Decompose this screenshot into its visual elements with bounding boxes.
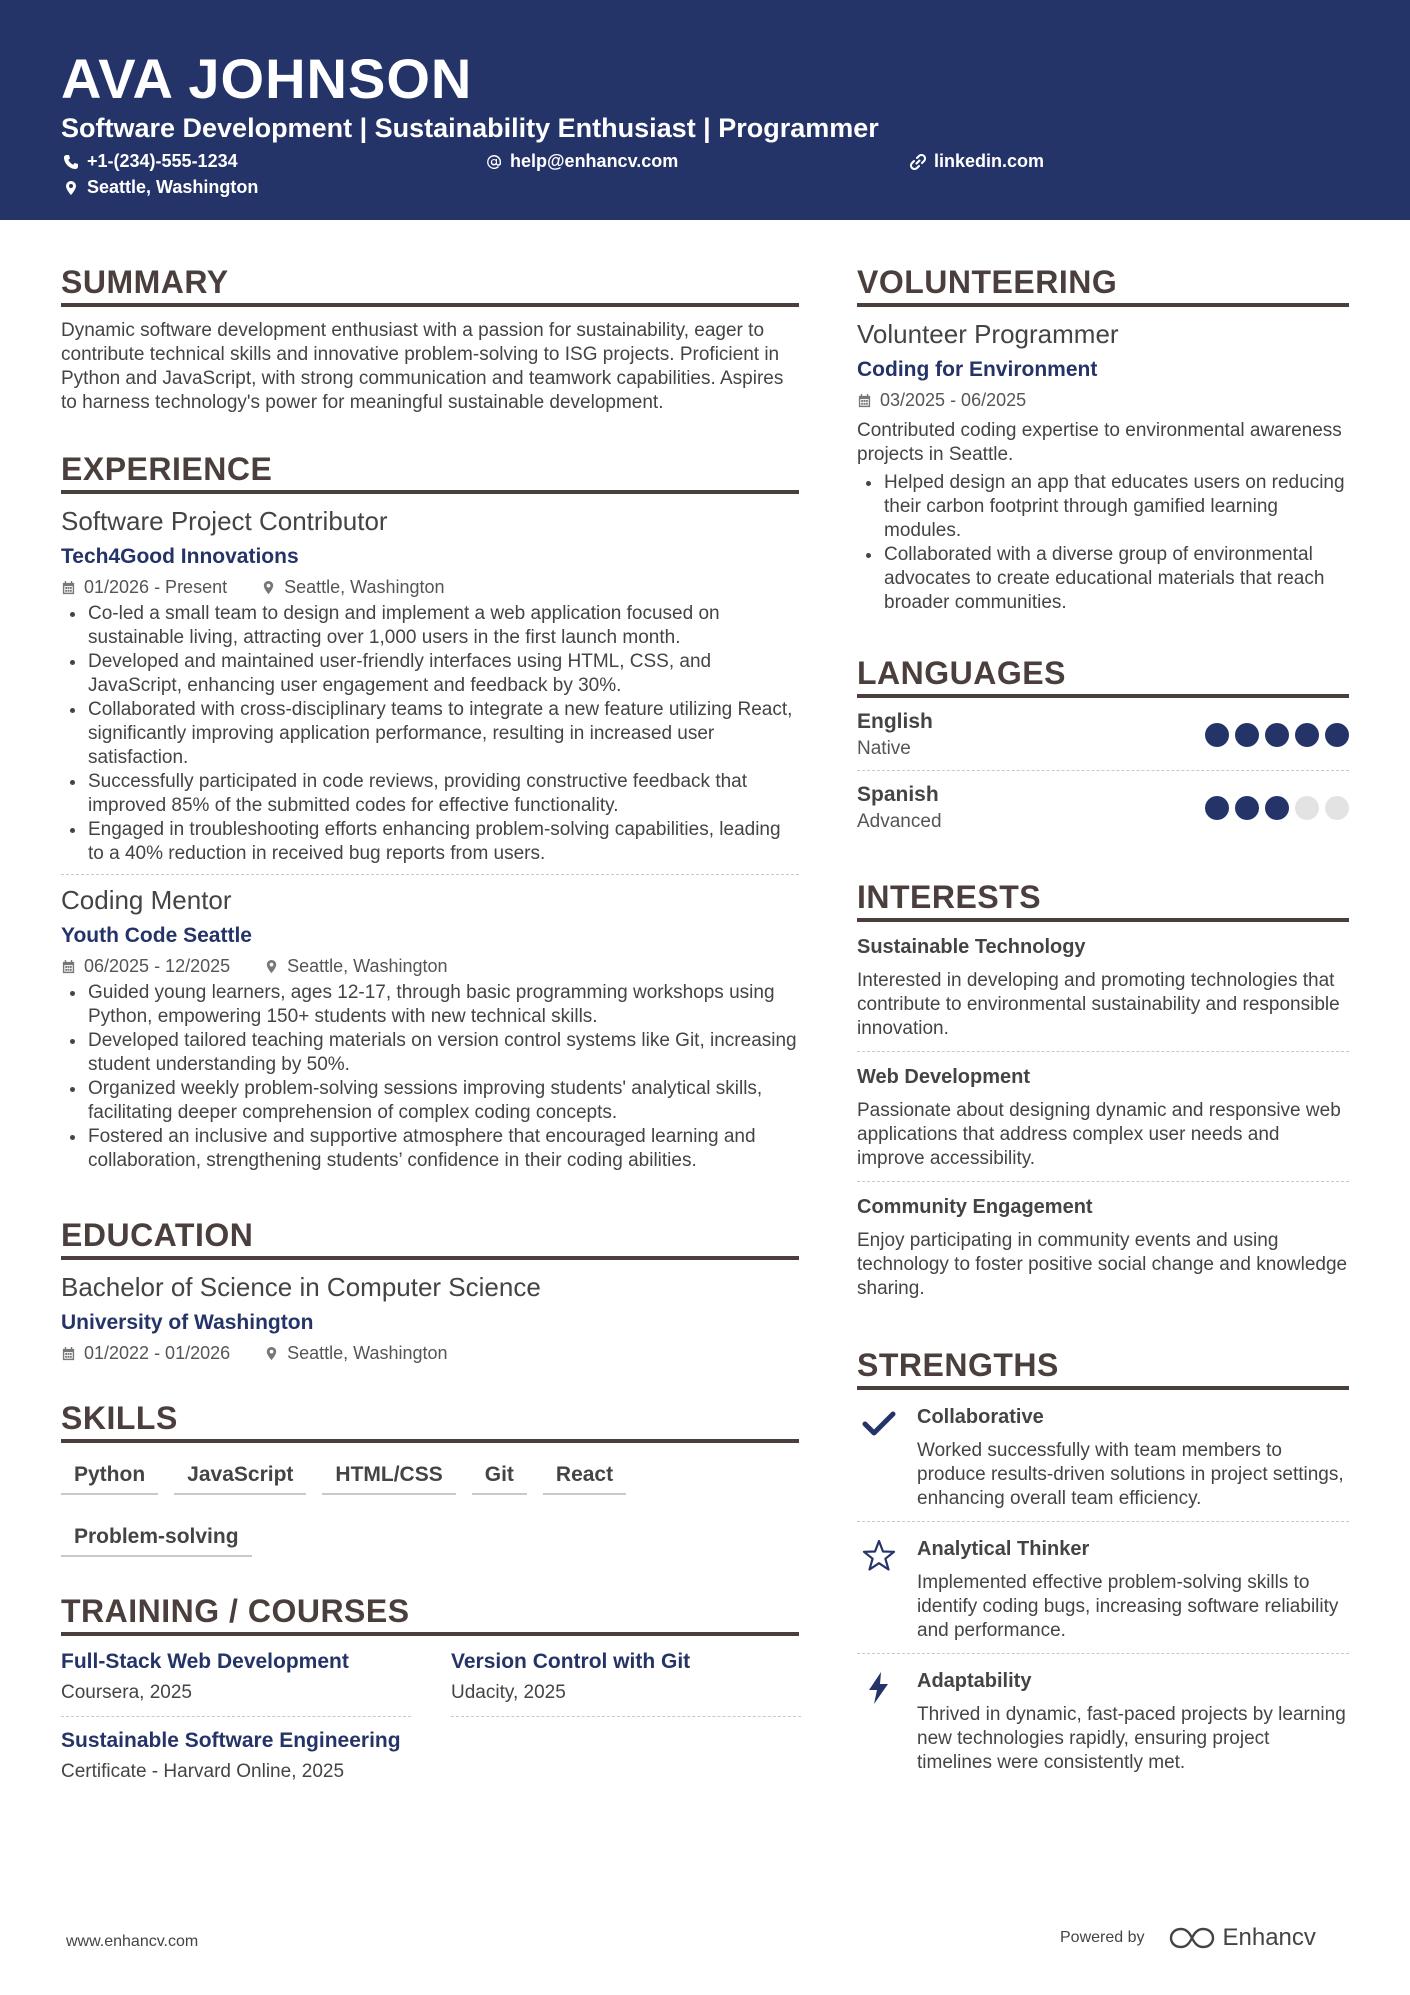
interest-title: Community Engagement [857,1196,1093,1218]
job-dates [61,577,227,598]
course-title: Version Control with Git [451,1650,691,1673]
volunteer-role: Volunteer Programmer [857,319,1119,349]
rating-dot [1235,723,1259,747]
section-title: STRENGTHS [857,1347,1349,1390]
job-meta [61,577,799,598]
language-name: English [857,710,933,733]
dates-text: 06/2025 - 12/2025 [84,956,231,976]
resume-header [0,0,1410,220]
course-item [451,1650,801,1717]
language-item [857,770,1349,843]
bullet-item: Co-led a small team to design and implement a web application focused on sustainable living, attracting over 1,000 users in the first launch month. [61,602,799,650]
course-title: Full-Stack Web Development [61,1650,349,1673]
bullet-item: Engaged in troubleshooting efforts enhancing problem-solving capabilities, leading to a 40% reduction in received bug reports from users. [61,818,799,866]
language-level: Advanced [857,811,942,832]
calendar-icon [61,959,76,974]
strength-description: Implemented effective problem-solving skills to identify coding bugs, increasing software reliability and performance. [917,1572,1339,1641]
location-pin-icon [264,1346,279,1361]
left-column [61,264,799,1843]
volunteer-description: Contributed coding expertise to environmental awareness projects in Seattle. [857,420,1342,465]
job-bullets [61,981,799,1173]
location-pin-icon [261,580,276,595]
language-rating [1205,796,1349,820]
company-name: Youth Code Seattle [61,924,252,947]
volunteer-meta [857,390,1349,411]
volunteering-section [857,264,1349,615]
at-icon [486,154,502,170]
skill-tag: React [543,1463,626,1495]
star-icon [861,1538,897,1574]
education-dates [61,1343,230,1364]
experience-entry [61,874,799,1181]
course-provider: Udacity, 2025 [451,1682,566,1703]
skill-tag: Git [472,1463,527,1495]
rating-dot [1205,796,1229,820]
skills-section [61,1400,799,1575]
link-icon [910,154,926,170]
right-column [857,264,1349,1821]
section-title: SUMMARY [61,264,799,307]
interest-description: Enjoy participating in community events and using technology to foster positive social change and knowledge sharing. [857,1230,1348,1299]
bullet-item: Successfully participated in code reviews, providing constructive feedback that improved 85% of the submitted codes for effective functionality. [61,770,799,818]
skill-tag: Python [61,1463,158,1495]
interest-title: Sustainable Technology [857,936,1086,958]
footer-branding [1060,1924,1316,1952]
rating-dot [1265,796,1289,820]
interests-section [857,879,1349,1311]
brand-name: Enhancv [1222,1924,1316,1951]
rating-dot [1295,723,1319,747]
course-provider: Coursera, 2025 [61,1682,192,1703]
dates-text: 01/2022 - 01/2026 [84,1343,231,1363]
job-title: Software Project Contributor [61,506,388,536]
education-location [264,1343,447,1364]
powered-by-text: Powered by [1060,1929,1145,1946]
section-title: EDUCATION [61,1217,799,1260]
volunteer-org: Coding for Environment [857,358,1098,381]
skills-list [61,1463,799,1575]
rating-dot [1205,723,1229,747]
job-location [264,956,447,977]
interest-description: Interested in developing and promoting technologies that contribute to environmental sustainability and responsible innovation. [857,970,1340,1039]
contact-linkedin [910,151,1044,172]
bullet-item: Developed tailored teaching materials on version control systems like Git, increasing student understanding by 50%. [61,1029,799,1077]
interest-description: Passionate about designing dynamic and responsive web applications that address complex user needs and improve accessibility. [857,1100,1341,1169]
calendar-icon [61,1346,76,1361]
phone-text[interactable]: +1-(234)-555-1234 [87,151,238,171]
job-dates [61,956,230,977]
brand-logo[interactable] [1169,1924,1316,1952]
languages-section [857,655,1349,843]
language-item [857,698,1349,770]
location-pin-icon [264,959,279,974]
training-section [61,1593,799,1807]
skill-tag: JavaScript [174,1463,306,1495]
experience-entry [61,506,799,874]
job-bullets [61,602,799,866]
location-text: Seattle, Washington [284,577,445,597]
strength-title: Adaptability [917,1670,1032,1692]
volunteer-dates [857,390,1026,411]
school-name: University of Washington [61,1311,314,1334]
location-pin-icon [63,180,79,196]
course-item [61,1650,411,1717]
rating-dot [1265,723,1289,747]
strength-item [857,1653,1349,1785]
skill-tag: HTML/CSS [322,1463,455,1495]
bullet-item: Guided young learners, ages 12-17, through basic programming workshops using Python, empowering 150+ students with new technical skills. [61,981,799,1029]
contact-phone [63,151,238,172]
calendar-icon [61,580,76,595]
strength-description: Thrived in dynamic, fast-paced projects by learning new technologies rapidly, ensuring project timelines were consistently met. [917,1704,1346,1773]
footer-website[interactable]: www.enhancv.com [66,1933,199,1950]
summary-section [61,264,799,415]
volunteer-bullets [857,471,1349,615]
section-title: INTERESTS [857,879,1349,922]
dates-text: 01/2026 - Present [84,577,228,597]
education-section [61,1217,799,1364]
strength-item [857,1390,1349,1521]
strengths-section [857,1347,1349,1785]
candidate-name: AVA JOHNSON [61,47,473,110]
section-title: TRAINING / COURSES [61,1593,799,1636]
enhancv-logo-icon [1169,1925,1215,1951]
candidate-title: Software Development | Sustainability Enthusiast | Programmer [61,113,879,143]
linkedin-text[interactable]: linkedin.com [934,151,1045,171]
interest-item [857,1181,1349,1311]
phone-icon [63,154,79,170]
bullet-item: Helped design an app that educates users on reducing their carbon footprint through gamified learning modules. [857,471,1349,543]
section-title: LANGUAGES [857,655,1349,698]
calendar-icon [857,393,872,408]
strength-title: Analytical Thinker [917,1538,1090,1560]
job-meta [61,956,799,977]
company-name: Tech4Good Innovations [61,545,299,568]
bullet-item: Fostered an inclusive and supportive atmosphere that encouraged learning and collaboration, strengthening students’ confidence in their coding abilities. [61,1125,799,1173]
degree-title: Bachelor of Science in Computer Science [61,1272,541,1302]
location-text: Seattle, Washington [87,177,259,197]
language-rating [1205,723,1349,747]
section-title: SKILLS [61,1400,799,1443]
strength-item [857,1521,1349,1653]
lightning-icon [861,1670,897,1706]
bullet-item: Organized weekly problem-solving sessions improving students' analytical skills, facilitating deeper comprehension of complex coding concepts. [61,1077,799,1125]
job-title: Coding Mentor [61,885,232,915]
course-provider: Certificate - Harvard Online, 2025 [61,1761,345,1782]
course-title: Sustainable Software Engineering [61,1729,401,1752]
courses-grid [61,1650,799,1807]
section-title: EXPERIENCE [61,451,799,494]
job-location [261,577,444,598]
education-meta [61,1343,799,1364]
interest-item [857,922,1349,1051]
location-text: Seattle, Washington [287,956,448,976]
interest-title: Web Development [857,1066,1030,1088]
skill-tag: Problem-solving [61,1525,252,1557]
contact-email [486,151,678,172]
section-title: VOLUNTEERING [857,264,1349,307]
language-level: Native [857,738,911,759]
contact-location [63,177,258,198]
bullet-item: Collaborated with cross-disciplinary teams to integrate a new feature utilizing React, significantly improving application performance, resulting in increased user satisfaction. [61,698,799,770]
checkmark-icon [861,1406,897,1442]
dates-text: 03/2025 - 06/2025 [880,390,1027,410]
language-name: Spanish [857,783,939,806]
strength-title: Collaborative [917,1406,1044,1428]
rating-dot [1295,796,1319,820]
course-item [61,1729,411,1795]
strength-description: Worked successfully with team members to produce results-driven solutions in project settings, enhancing overall team efficiency. [917,1440,1344,1509]
rating-dot [1325,723,1349,747]
interest-item [857,1051,1349,1181]
email-text[interactable]: help@enhancv.com [510,151,679,171]
bullet-item: Developed and maintained user-friendly interfaces using HTML, CSS, and JavaScript, enhancing user engagement and feedback by 30%. [61,650,799,698]
experience-section [61,451,799,1181]
rating-dot [1325,796,1349,820]
location-text: Seattle, Washington [287,1343,448,1363]
rating-dot [1235,796,1259,820]
bullet-item: Collaborated with a diverse group of environmental advocates to create educational materials that reach broader communities. [857,543,1349,615]
summary-text: Dynamic software development enthusiast with a passion for sustainability, eager to contribute technical skills and innovative problem-solving to ISG projects. Proficient in Python and JavaScript, with strong communication and teamwork capabilities. Aspires to harness technology's power for meaningful sustainable development. [61,320,784,413]
